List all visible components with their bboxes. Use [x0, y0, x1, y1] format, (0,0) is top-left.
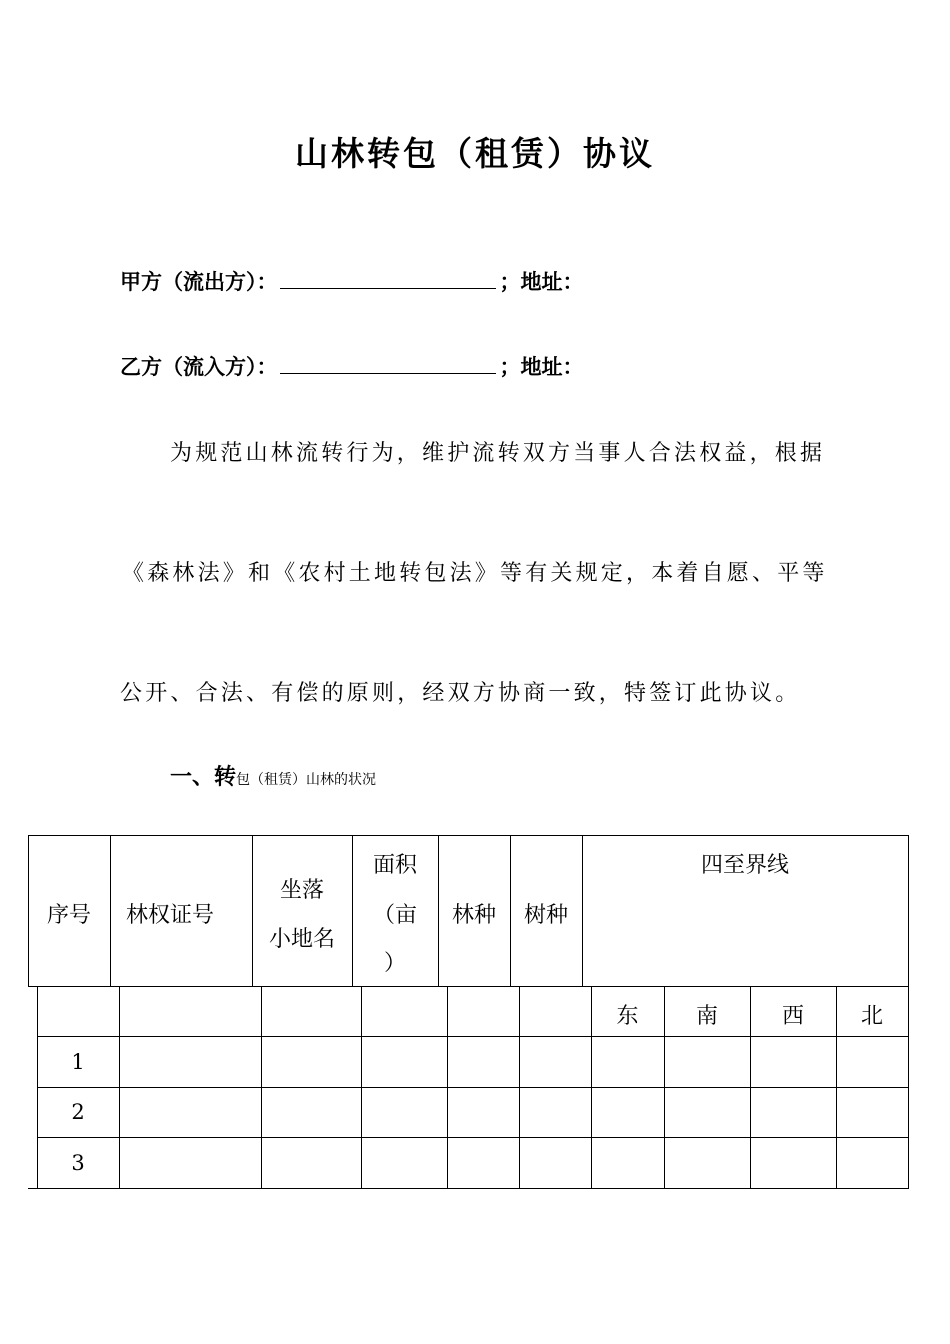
header-area-2: （亩: [372, 903, 417, 928]
section-1-heading: [170, 760, 376, 791]
header-cert: 林权证号: [125, 903, 214, 928]
header-location-1: 坐落: [279, 878, 324, 903]
table-border: [908, 986, 909, 1188]
party-a-line: [120, 266, 584, 296]
table-border: [908, 835, 909, 986]
party-b-line: [120, 351, 584, 381]
row-number-2: 2: [71, 1100, 85, 1124]
header-east: 东: [616, 1004, 639, 1029]
table-border: [447, 986, 448, 1188]
header-area-3: ）: [383, 951, 406, 976]
party-a-address-label: ；地址：: [499, 270, 584, 294]
header-area-1: 面积: [372, 853, 417, 878]
party-b-label: 乙方（流入方）：: [120, 355, 278, 379]
table-border: [252, 835, 253, 986]
table-border-bottom: [28, 1188, 909, 1189]
row-number-1: 1: [71, 1050, 85, 1074]
header-seq: 序号: [46, 903, 91, 928]
preamble-line-1: 为规范山林流转行为，维护流转双方当事人合法权益，根据: [170, 441, 826, 466]
header-location-2: 小地名: [268, 927, 335, 952]
header-boundary: 四至界线: [700, 853, 789, 878]
header-south: 南: [695, 1004, 718, 1029]
table-border: [361, 986, 362, 1188]
preamble-line-3: 公开、合法、有偿的原则，经双方协商一致，特签订此协议。: [120, 681, 801, 706]
table-row-divider: [37, 1087, 909, 1088]
table-border: [119, 986, 120, 1188]
document-title: 山林转包（租赁）协议: [295, 134, 655, 173]
header-forest-type: 林种: [451, 903, 496, 928]
table-border: [261, 986, 262, 1188]
table-border: [37, 986, 38, 1188]
row-number-3: 3: [71, 1151, 85, 1175]
header-tree-species: 树种: [523, 903, 568, 928]
party-a-blank[interactable]: [280, 272, 496, 289]
table-header-divider: [28, 986, 909, 987]
party-b-address-label: ；地址：: [499, 355, 584, 379]
section-1-heading-main: 一、转: [170, 765, 237, 790]
table-row-divider: [37, 1036, 909, 1037]
party-a-label: 甲方（流出方）：: [120, 270, 278, 294]
preamble-line-2: 《森林法》和《农村土地转包法》等有关规定，本着自愿、平等: [122, 561, 828, 586]
section-1-heading-sub: 包（租赁）山林的状况: [236, 772, 377, 788]
table-border-top: [28, 835, 909, 836]
header-north: 北: [860, 1004, 883, 1029]
header-west: 西: [781, 1004, 804, 1029]
party-b-blank[interactable]: [280, 357, 496, 374]
table-border: [519, 986, 520, 1188]
table-row-divider: [37, 1137, 909, 1138]
